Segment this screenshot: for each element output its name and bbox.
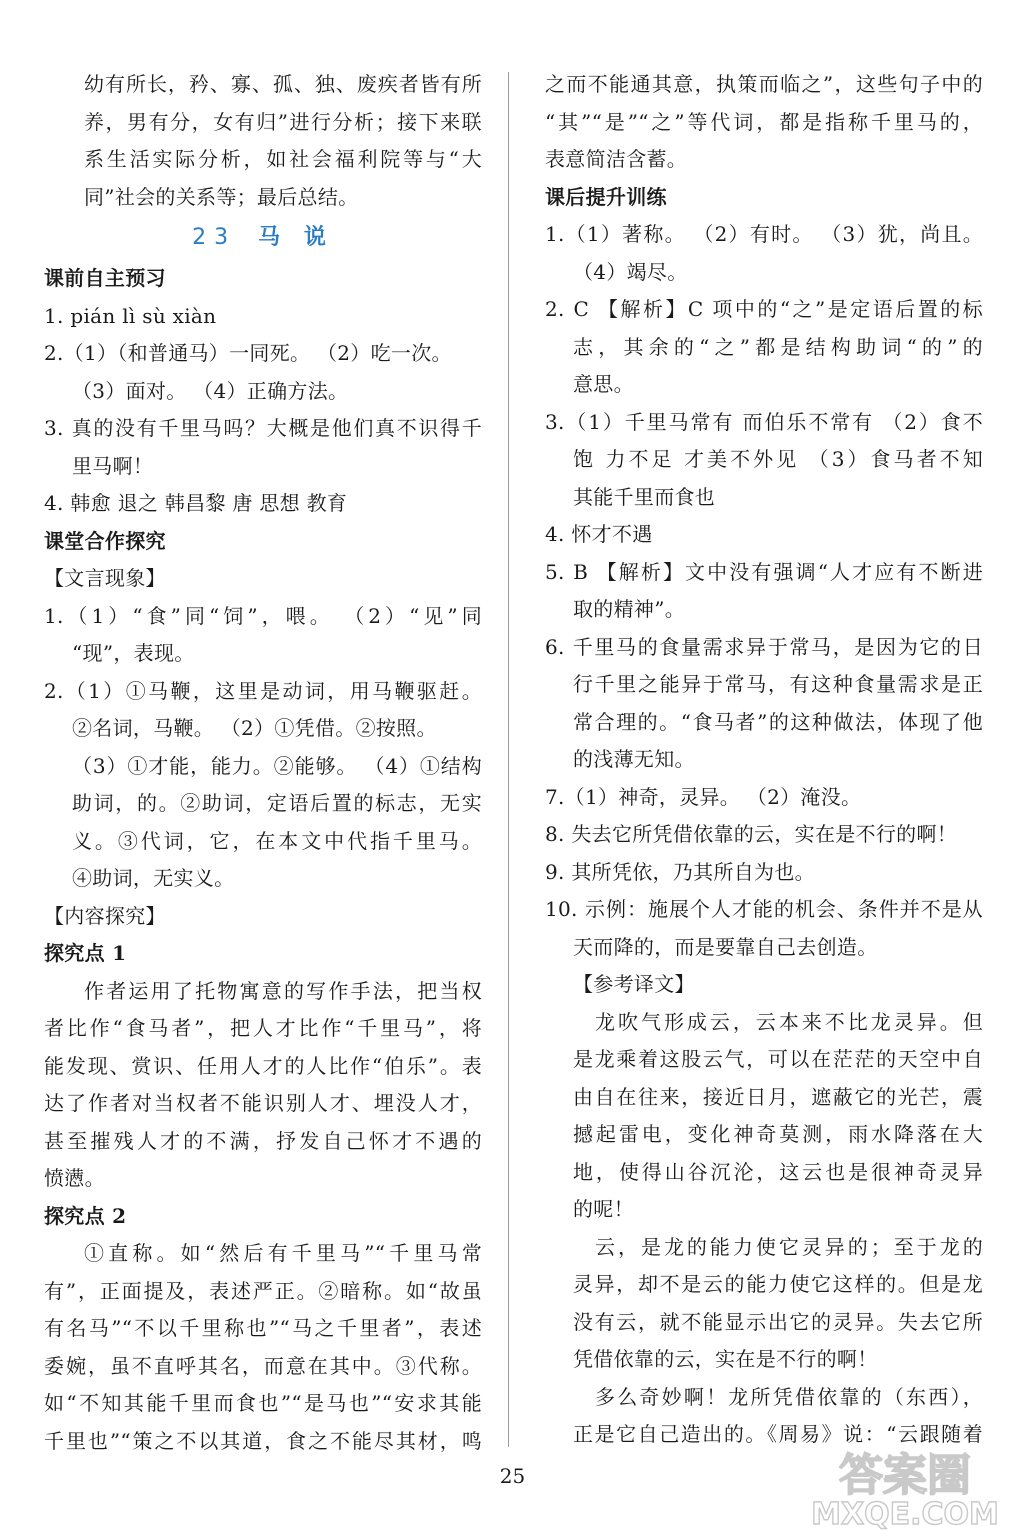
text-line: 云，是龙的能力使它灵异的；至于龙的 — [595, 1234, 983, 1259]
chapter-name: 马 说 — [258, 225, 334, 250]
text-line: 1.（1）著称。 （2）有时。 （3）犹，尚且。 — [545, 222, 983, 246]
text-line: 的呢！ — [573, 1197, 634, 1221]
text-line: 有名马”“不以千里称也”“马之千里者”，表述 — [44, 1316, 482, 1340]
text-line: ④助词，无实义。 — [72, 866, 235, 890]
column-divider — [508, 72, 509, 1447]
text-line: 4. 韩愈 退之 韩昌黎 唐 思想 教育 — [44, 491, 348, 515]
text-line: ①直称。如“然后有千里马”“千里马常 — [84, 1241, 482, 1265]
text-line: 义。③代词，它，在本文中代指千里马。 — [72, 828, 482, 853]
text-line: 天而降的，而是要靠自己去创造。 — [573, 934, 878, 959]
text-line: 8. 失去它所凭借依靠的云，实在是不行的啊！ — [545, 822, 958, 846]
text-line: （4）竭尽。 — [573, 259, 688, 284]
text-line: 作者运用了托物寓意的写作手法，把当权 — [84, 978, 482, 1003]
text-line: 常合理的。“食马者”的这种做法，体现了他 — [573, 709, 983, 734]
text-line: ②名词，马鞭。 （2）①凭借。②按照。 — [72, 716, 437, 740]
text-line: 4. 怀才不遇 — [545, 522, 653, 546]
text-line: “其”“是”“之”等代词，都是指称千里马的， — [545, 109, 983, 134]
text-line: 志，其余的“之”都是结构助词“的”的 — [573, 334, 983, 359]
right-column — [545, 66, 983, 1454]
text-line: 7.（1）神奇，灵异。 （2）淹没。 — [545, 784, 862, 809]
text-line: 2.（1）①马鞭，这里是动词，用马鞭驱赶。 — [44, 678, 482, 703]
text-line: 愤懑。 — [44, 1166, 105, 1190]
text-line: 1.（1）“食”同“饲”，喂。 （2）“见”同 — [44, 603, 482, 628]
text-line: 委婉，虽不直呼其名，而意在其中。③代称。 — [44, 1353, 482, 1378]
text-line: 其能千里而食也 — [573, 484, 716, 509]
text-line: 表意简洁含蓄。 — [545, 147, 688, 171]
chapter-number: 23 — [192, 225, 237, 250]
text-line: 6. 千里马的食量需求异于常马，是因为它的日 — [545, 634, 983, 659]
text-line: 由自在往来，接近日月，遮蔽它的光芒，震 — [573, 1084, 983, 1109]
text-line: 里马啊！ — [72, 453, 154, 478]
text-line: 2.（1）（和普通马）一同死。 （2）吃一次。 — [44, 341, 452, 365]
page-number: 25 — [499, 1464, 526, 1488]
text-line: 系生活实际分析，如社会福利院等与“大 — [84, 147, 482, 171]
text-line: 养，男有分，女有归”进行分析；接下来联 — [84, 109, 482, 134]
text-line: 甚至摧残人才的不满，抒发自己怀才不遇的 — [44, 1128, 482, 1153]
text-line: 凭借依靠的云，实在是不行的啊！ — [573, 1347, 878, 1371]
text-line: （3）面对。 （4）正确方法。 — [72, 378, 349, 403]
text-line: 5. B 【解析】文中没有强调“人才应有不断进 — [545, 559, 983, 584]
text-line: 行千里之能异于常马，有这种食量需求是正 — [573, 672, 983, 696]
text-line: 达了作者对当权者不能识别人才、埋没人才， — [44, 1091, 482, 1115]
section-heading: 探究点 2 — [44, 1203, 127, 1228]
text-line: 取的精神”。 — [573, 597, 686, 621]
text-line: 【参考译文】 — [573, 972, 695, 996]
text-line: 2. C 【解析】C 项中的“之”是定语后置的标 — [545, 297, 983, 321]
text-line: 饱 力不足 才美不外见 （3）食马者不知 — [573, 447, 983, 471]
text-line: 10. 示例：施展个人才能的机会、条件并不是从 — [545, 897, 983, 921]
left-column — [44, 66, 482, 1460]
text-line: 如“不知其能千里而食也”“是马也”“安求其能 — [44, 1391, 482, 1415]
text-line: 有”，正面提及，表述严正。②暗称。如“故虽 — [44, 1278, 482, 1303]
section-heading: 课后提升训练 — [545, 184, 667, 209]
text-line: 能发现、赏识、任用人才的人比作“伯乐”。表 — [44, 1053, 482, 1078]
section-heading: 课前自主预习 — [44, 266, 166, 290]
text-line: 幼有所长，矜、寡、孤、独、废疾者皆有所 — [84, 72, 482, 96]
text-line: 龙吹气形成云，云本来不比龙灵异。但 — [595, 1009, 983, 1034]
text-line: 意思。 — [573, 372, 634, 396]
text-line: 9. 其所凭依，乃其所自为也。 — [545, 859, 815, 884]
text-line: 【内容探究】 — [44, 903, 166, 928]
text-line: 3.（1）千里马常有 而伯乐不常有 （2）食不 — [545, 409, 983, 434]
text-line: 多么奇妙啊！龙所凭借依靠的（东西）， — [595, 1384, 983, 1409]
text-line: 没有云，就不能显示出它的灵异。失去它所 — [573, 1309, 983, 1334]
chapter-title — [44, 216, 482, 260]
text-line: 地，使得山谷沉沦，这云也是很神奇灵异 — [573, 1159, 983, 1184]
watermark-logo — [795, 1442, 1015, 1530]
text-line: 助词，的。②助词，定语后置的标志，无实 — [72, 791, 482, 815]
text-line: （3）①才能，能力。②能够。 （4）①结构 — [72, 753, 482, 778]
text-line: 之而不能通其意，执策而临之”，这些句子中的 — [545, 72, 983, 96]
text-line: 同”社会的关系等；最后总结。 — [84, 184, 359, 209]
text-line: 千里也”“策之不以其道，食之不能尽其材，鸣 — [44, 1428, 482, 1453]
text-line: “现”，表现。 — [72, 641, 195, 665]
watermark-text: 答案圈 — [839, 1450, 971, 1501]
text-line: 1. pián lì sù xiàn — [44, 303, 217, 328]
text-line: 者比作“食马者”，把人才比作“千里马”，将 — [44, 1016, 482, 1040]
watermark-url: MXQE.COM — [811, 1497, 999, 1530]
text-line: 灵异，却不是云的能力使它这样的。但是龙 — [573, 1272, 983, 1296]
text-line: 是龙乘着这股云气，可以在茫茫的天空中自 — [573, 1047, 983, 1071]
text-line: 【文言现象】 — [44, 566, 166, 590]
text-line: 正是它自己造出的。《周易》说：“云跟随着 — [573, 1422, 983, 1446]
section-heading: 课堂合作探究 — [44, 528, 166, 553]
section-heading: 探究点 1 — [44, 941, 127, 965]
text-line: 的浅薄无知。 — [573, 747, 695, 771]
text-line: 3. 真的没有千里马吗？大概是他们真不识得千 — [44, 416, 482, 440]
text-line: 撼起雷电，变化神奇莫测，雨水降落在大 — [573, 1122, 983, 1146]
